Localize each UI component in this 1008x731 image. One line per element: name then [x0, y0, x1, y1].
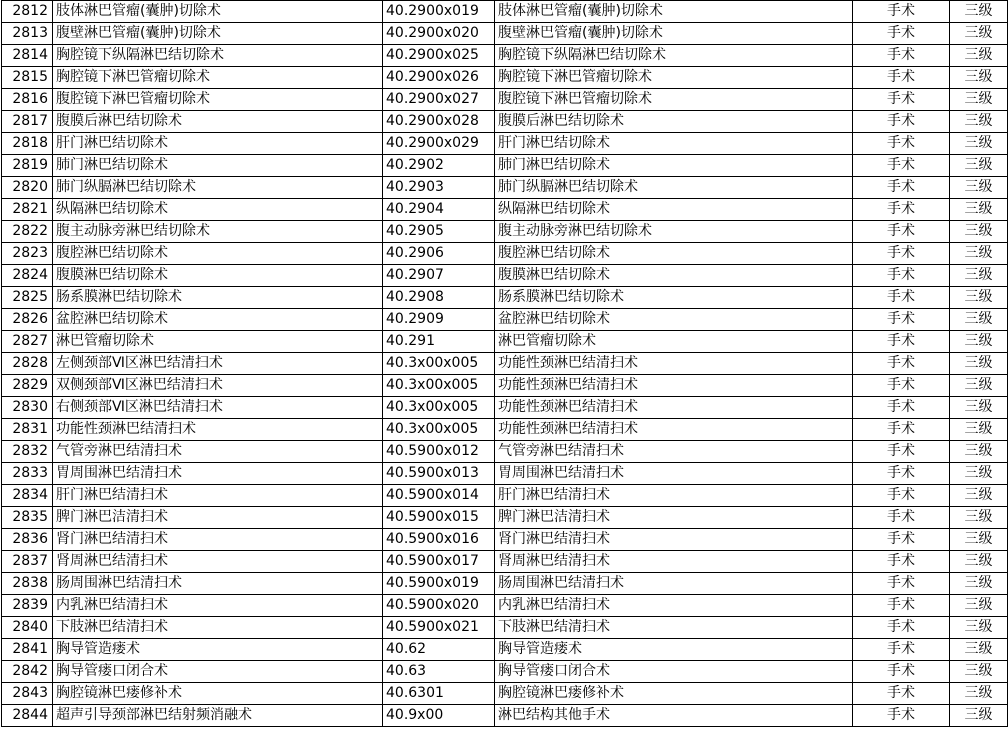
procedure-name-cell: 气管旁淋巴结清扫术 [53, 441, 383, 463]
standard-name-cell: 功能性颈淋巴结清扫术 [495, 375, 853, 397]
procedure-type-cell: 手术 [853, 287, 950, 309]
procedure-level-cell: 三级 [950, 111, 1008, 133]
standard-name-cell: 胸腔镜下淋巴管瘤切除术 [495, 67, 853, 89]
procedure-code-cell: 40.2902 [383, 155, 495, 177]
procedure-level-cell: 三级 [950, 133, 1008, 155]
procedure-level-cell: 三级 [950, 573, 1008, 595]
procedure-type-cell: 手术 [853, 45, 950, 67]
procedure-name-cell: 超声引导颈部淋巴结射频消融术 [53, 705, 383, 727]
procedure-name-cell: 左侧颈部Ⅵ区淋巴结清扫术 [53, 353, 383, 375]
procedure-name-cell: 腹主动脉旁淋巴结切除术 [53, 221, 383, 243]
procedure-name-cell: 纵隔淋巴结切除术 [53, 199, 383, 221]
procedure-type-cell: 手术 [853, 441, 950, 463]
procedure-type-cell: 手术 [853, 199, 950, 221]
standard-name-cell: 肝门淋巴结切除术 [495, 133, 853, 155]
procedure-name-cell: 腹膜后淋巴结切除术 [53, 111, 383, 133]
standard-name-cell: 肾门淋巴结清扫术 [495, 529, 853, 551]
row-number-cell: 2838 [2, 573, 53, 595]
procedure-level-cell: 三级 [950, 419, 1008, 441]
procedure-type-cell: 手术 [853, 507, 950, 529]
row-number-cell: 2824 [2, 265, 53, 287]
standard-name-cell: 肺门淋巴结切除术 [495, 155, 853, 177]
procedure-type-cell: 手术 [853, 353, 950, 375]
procedure-level-cell: 三级 [950, 331, 1008, 353]
row-number-cell: 2812 [2, 1, 53, 23]
procedure-code-cell: 40.3x00x005 [383, 353, 495, 375]
procedure-name-cell: 淋巴管瘤切除术 [53, 331, 383, 353]
procedure-name-cell: 肠系膜淋巴结切除术 [53, 287, 383, 309]
table-row [2, 397, 1008, 419]
row-number-cell: 2814 [2, 45, 53, 67]
procedure-code-cell: 40.5900x013 [383, 463, 495, 485]
procedure-level-cell: 三级 [950, 397, 1008, 419]
procedure-level-cell: 三级 [950, 67, 1008, 89]
procedure-code-cell: 40.2900x029 [383, 133, 495, 155]
row-number-cell: 2839 [2, 595, 53, 617]
table-row [2, 23, 1008, 45]
row-number-cell: 2840 [2, 617, 53, 639]
row-number-cell: 2831 [2, 419, 53, 441]
procedure-name-cell: 脾门淋巴洁清扫术 [53, 507, 383, 529]
procedure-code-cell: 40.2903 [383, 177, 495, 199]
procedure-code-cell: 40.9x00 [383, 705, 495, 727]
procedure-type-cell: 手术 [853, 551, 950, 573]
procedure-type-cell: 手术 [853, 1, 950, 23]
standard-name-cell: 胸腔镜下纵隔淋巴结切除术 [495, 45, 853, 67]
procedure-type-cell: 手术 [853, 639, 950, 661]
procedure-name-cell: 腹壁淋巴管瘤(囊肿)切除术 [53, 23, 383, 45]
row-number-cell: 2844 [2, 705, 53, 727]
procedure-code-cell: 40.63 [383, 661, 495, 683]
procedure-level-cell: 三级 [950, 375, 1008, 397]
row-number-cell: 2815 [2, 67, 53, 89]
procedure-name-cell: 肢体淋巴管瘤(囊肿)切除术 [53, 1, 383, 23]
procedure-code-cell: 40.2905 [383, 221, 495, 243]
row-number-cell: 2834 [2, 485, 53, 507]
procedure-type-cell: 手术 [853, 133, 950, 155]
procedure-code-cell: 40.6301 [383, 683, 495, 705]
procedure-code-cell: 40.2908 [383, 287, 495, 309]
procedure-level-cell: 三级 [950, 265, 1008, 287]
row-number-cell: 2836 [2, 529, 53, 551]
procedure-name-cell: 腹腔淋巴结切除术 [53, 243, 383, 265]
procedure-name-cell: 下肢淋巴结清扫术 [53, 617, 383, 639]
row-number-cell: 2829 [2, 375, 53, 397]
row-number-cell: 2827 [2, 331, 53, 353]
table-row [2, 507, 1008, 529]
standard-name-cell: 腹腔淋巴结切除术 [495, 243, 853, 265]
procedure-name-cell: 肠周围淋巴结清扫术 [53, 573, 383, 595]
row-number-cell: 2822 [2, 221, 53, 243]
table-row [2, 617, 1008, 639]
procedure-level-cell: 三级 [950, 617, 1008, 639]
procedure-type-cell: 手术 [853, 463, 950, 485]
table-row [2, 67, 1008, 89]
procedure-level-cell: 三级 [950, 595, 1008, 617]
table-row [2, 287, 1008, 309]
row-number-cell: 2818 [2, 133, 53, 155]
standard-name-cell: 肺门纵膈淋巴结切除术 [495, 177, 853, 199]
procedure-type-cell: 手术 [853, 705, 950, 727]
row-number-cell: 2833 [2, 463, 53, 485]
table-row [2, 573, 1008, 595]
procedure-level-cell: 三级 [950, 353, 1008, 375]
procedure-code-cell: 40.2900x028 [383, 111, 495, 133]
procedure-level-cell: 三级 [950, 661, 1008, 683]
procedure-name-cell: 肺门淋巴结切除术 [53, 155, 383, 177]
row-number-cell: 2843 [2, 683, 53, 705]
table-row [2, 243, 1008, 265]
row-number-cell: 2830 [2, 397, 53, 419]
table-row [2, 639, 1008, 661]
procedure-type-cell: 手术 [853, 485, 950, 507]
procedure-table [1, 0, 1008, 727]
table-row [2, 463, 1008, 485]
procedure-name-cell: 腹腔镜下淋巴管瘤切除术 [53, 89, 383, 111]
procedure-level-cell: 三级 [950, 221, 1008, 243]
standard-name-cell: 胸导管造瘘术 [495, 639, 853, 661]
procedure-type-cell: 手术 [853, 683, 950, 705]
procedure-code-cell: 40.2906 [383, 243, 495, 265]
procedure-code-cell: 40.5900x017 [383, 551, 495, 573]
row-number-cell: 2823 [2, 243, 53, 265]
procedure-name-cell: 胃周围淋巴结清扫术 [53, 463, 383, 485]
row-number-cell: 2826 [2, 309, 53, 331]
procedure-code-cell: 40.2907 [383, 265, 495, 287]
procedure-name-cell: 胸腔镜淋巴瘘修补术 [53, 683, 383, 705]
procedure-level-cell: 三级 [950, 243, 1008, 265]
procedure-level-cell: 三级 [950, 463, 1008, 485]
procedure-type-cell: 手术 [853, 265, 950, 287]
standard-name-cell: 腹壁淋巴管瘤(囊肿)切除术 [495, 23, 853, 45]
table-row [2, 111, 1008, 133]
table-row [2, 353, 1008, 375]
procedure-code-cell: 40.3x00x005 [383, 419, 495, 441]
row-number-cell: 2819 [2, 155, 53, 177]
row-number-cell: 2835 [2, 507, 53, 529]
procedure-type-cell: 手术 [853, 243, 950, 265]
procedure-name-cell: 肝门淋巴结切除术 [53, 133, 383, 155]
row-number-cell: 2842 [2, 661, 53, 683]
procedure-type-cell: 手术 [853, 661, 950, 683]
standard-name-cell: 功能性颈淋巴结清扫术 [495, 397, 853, 419]
table-row [2, 133, 1008, 155]
procedure-type-cell: 手术 [853, 529, 950, 551]
procedure-type-cell: 手术 [853, 375, 950, 397]
procedure-code-cell: 40.2900x027 [383, 89, 495, 111]
table-row [2, 485, 1008, 507]
standard-name-cell: 胸腔镜淋巴瘘修补术 [495, 683, 853, 705]
procedure-code-cell: 40.5900x015 [383, 507, 495, 529]
table-row [2, 199, 1008, 221]
row-number-cell: 2832 [2, 441, 53, 463]
table-row [2, 375, 1008, 397]
procedure-name-cell: 肾门淋巴结清扫术 [53, 529, 383, 551]
standard-name-cell: 胸导管瘘口闭合术 [495, 661, 853, 683]
procedure-code-cell: 40.2900x026 [383, 67, 495, 89]
table-row [2, 45, 1008, 67]
procedure-name-cell: 盆腔淋巴结切除术 [53, 309, 383, 331]
standard-name-cell: 淋巴管瘤切除术 [495, 331, 853, 353]
standard-name-cell: 纵隔淋巴结切除术 [495, 199, 853, 221]
procedure-type-cell: 手术 [853, 595, 950, 617]
standard-name-cell: 肝门淋巴结清扫术 [495, 485, 853, 507]
procedure-code-cell: 40.291 [383, 331, 495, 353]
procedure-level-cell: 三级 [950, 199, 1008, 221]
procedure-level-cell: 三级 [950, 177, 1008, 199]
row-number-cell: 2821 [2, 199, 53, 221]
standard-name-cell: 腹膜后淋巴结切除术 [495, 111, 853, 133]
procedure-type-cell: 手术 [853, 331, 950, 353]
standard-name-cell: 功能性颈淋巴结清扫术 [495, 353, 853, 375]
procedure-name-cell: 肺门纵膈淋巴结切除术 [53, 177, 383, 199]
procedure-type-cell: 手术 [853, 419, 950, 441]
table-row [2, 683, 1008, 705]
procedure-type-cell: 手术 [853, 155, 950, 177]
procedure-level-cell: 三级 [950, 23, 1008, 45]
procedure-name-cell: 右侧颈部Ⅵ区淋巴结清扫术 [53, 397, 383, 419]
standard-name-cell: 胃周围淋巴结清扫术 [495, 463, 853, 485]
table-row [2, 89, 1008, 111]
row-number-cell: 2837 [2, 551, 53, 573]
table-row [2, 177, 1008, 199]
standard-name-cell: 脾门淋巴洁清扫术 [495, 507, 853, 529]
procedure-name-cell: 功能性颈淋巴结清扫术 [53, 419, 383, 441]
standard-name-cell: 腹主动脉旁淋巴结切除术 [495, 221, 853, 243]
procedure-level-cell: 三级 [950, 507, 1008, 529]
procedure-type-cell: 手术 [853, 309, 950, 331]
procedure-type-cell: 手术 [853, 23, 950, 45]
procedure-level-cell: 三级 [950, 529, 1008, 551]
table-row [2, 705, 1008, 727]
standard-name-cell: 肾周淋巴结清扫术 [495, 551, 853, 573]
procedure-code-cell: 40.2904 [383, 199, 495, 221]
standard-name-cell: 盆腔淋巴结切除术 [495, 309, 853, 331]
procedure-level-cell: 三级 [950, 551, 1008, 573]
standard-name-cell: 腹膜淋巴结切除术 [495, 265, 853, 287]
row-number-cell: 2820 [2, 177, 53, 199]
row-number-cell: 2816 [2, 89, 53, 111]
procedure-type-cell: 手术 [853, 67, 950, 89]
table-body [2, 1, 1008, 727]
standard-name-cell: 气管旁淋巴结清扫术 [495, 441, 853, 463]
procedure-level-cell: 三级 [950, 287, 1008, 309]
procedure-level-cell: 三级 [950, 683, 1008, 705]
procedure-code-cell: 40.62 [383, 639, 495, 661]
procedure-type-cell: 手术 [853, 617, 950, 639]
procedure-type-cell: 手术 [853, 397, 950, 419]
table-row [2, 265, 1008, 287]
procedure-code-cell: 40.2900x020 [383, 23, 495, 45]
table-row [2, 221, 1008, 243]
procedure-level-cell: 三级 [950, 485, 1008, 507]
procedure-code-cell: 40.2900x025 [383, 45, 495, 67]
procedure-code-cell: 40.5900x021 [383, 617, 495, 639]
procedure-name-cell: 双侧颈部Ⅵ区淋巴结清扫术 [53, 375, 383, 397]
table-row [2, 661, 1008, 683]
procedure-level-cell: 三级 [950, 45, 1008, 67]
procedure-level-cell: 三级 [950, 1, 1008, 23]
procedure-name-cell: 胸导管瘘口闭合术 [53, 661, 383, 683]
procedure-code-cell: 40.5900x019 [383, 573, 495, 595]
standard-name-cell: 肠系膜淋巴结切除术 [495, 287, 853, 309]
standard-name-cell: 肠周围淋巴结清扫术 [495, 573, 853, 595]
row-number-cell: 2825 [2, 287, 53, 309]
procedure-code-cell: 40.3x00x005 [383, 397, 495, 419]
procedure-level-cell: 三级 [950, 309, 1008, 331]
standard-name-cell: 功能性颈淋巴结清扫术 [495, 419, 853, 441]
procedure-name-cell: 肝门淋巴结清扫术 [53, 485, 383, 507]
procedure-type-cell: 手术 [853, 89, 950, 111]
procedure-code-cell: 40.2900x019 [383, 1, 495, 23]
standard-name-cell: 肢体淋巴管瘤(囊肿)切除术 [495, 1, 853, 23]
procedure-name-cell: 胸导管造瘘术 [53, 639, 383, 661]
table-row [2, 551, 1008, 573]
procedure-code-cell: 40.5900x014 [383, 485, 495, 507]
procedure-level-cell: 三级 [950, 441, 1008, 463]
procedure-type-cell: 手术 [853, 177, 950, 199]
standard-name-cell: 内乳淋巴结清扫术 [495, 595, 853, 617]
standard-name-cell: 下肢淋巴结清扫术 [495, 617, 853, 639]
procedure-name-cell: 胸腔镜下纵隔淋巴结切除术 [53, 45, 383, 67]
procedure-name-cell: 肾周淋巴结清扫术 [53, 551, 383, 573]
row-number-cell: 2841 [2, 639, 53, 661]
table-row [2, 419, 1008, 441]
row-number-cell: 2828 [2, 353, 53, 375]
table-row [2, 309, 1008, 331]
procedure-code-cell: 40.2909 [383, 309, 495, 331]
procedure-name-cell: 内乳淋巴结清扫术 [53, 595, 383, 617]
procedure-level-cell: 三级 [950, 155, 1008, 177]
procedure-level-cell: 三级 [950, 705, 1008, 727]
procedure-name-cell: 腹膜淋巴结切除术 [53, 265, 383, 287]
procedure-code-cell: 40.5900x020 [383, 595, 495, 617]
row-number-cell: 2813 [2, 23, 53, 45]
table-row [2, 441, 1008, 463]
procedure-level-cell: 三级 [950, 89, 1008, 111]
standard-name-cell: 淋巴结构其他手术 [495, 705, 853, 727]
standard-name-cell: 腹腔镜下淋巴管瘤切除术 [495, 89, 853, 111]
procedure-type-cell: 手术 [853, 221, 950, 243]
procedure-code-cell: 40.5900x016 [383, 529, 495, 551]
procedure-name-cell: 胸腔镜下淋巴管瘤切除术 [53, 67, 383, 89]
procedure-code-cell: 40.3x00x005 [383, 375, 495, 397]
table-row [2, 595, 1008, 617]
procedure-code-cell: 40.5900x012 [383, 441, 495, 463]
table-row [2, 155, 1008, 177]
table-row [2, 529, 1008, 551]
procedure-level-cell: 三级 [950, 639, 1008, 661]
row-number-cell: 2817 [2, 111, 53, 133]
table-row [2, 331, 1008, 353]
procedure-type-cell: 手术 [853, 111, 950, 133]
table-row [2, 1, 1008, 23]
procedure-type-cell: 手术 [853, 573, 950, 595]
